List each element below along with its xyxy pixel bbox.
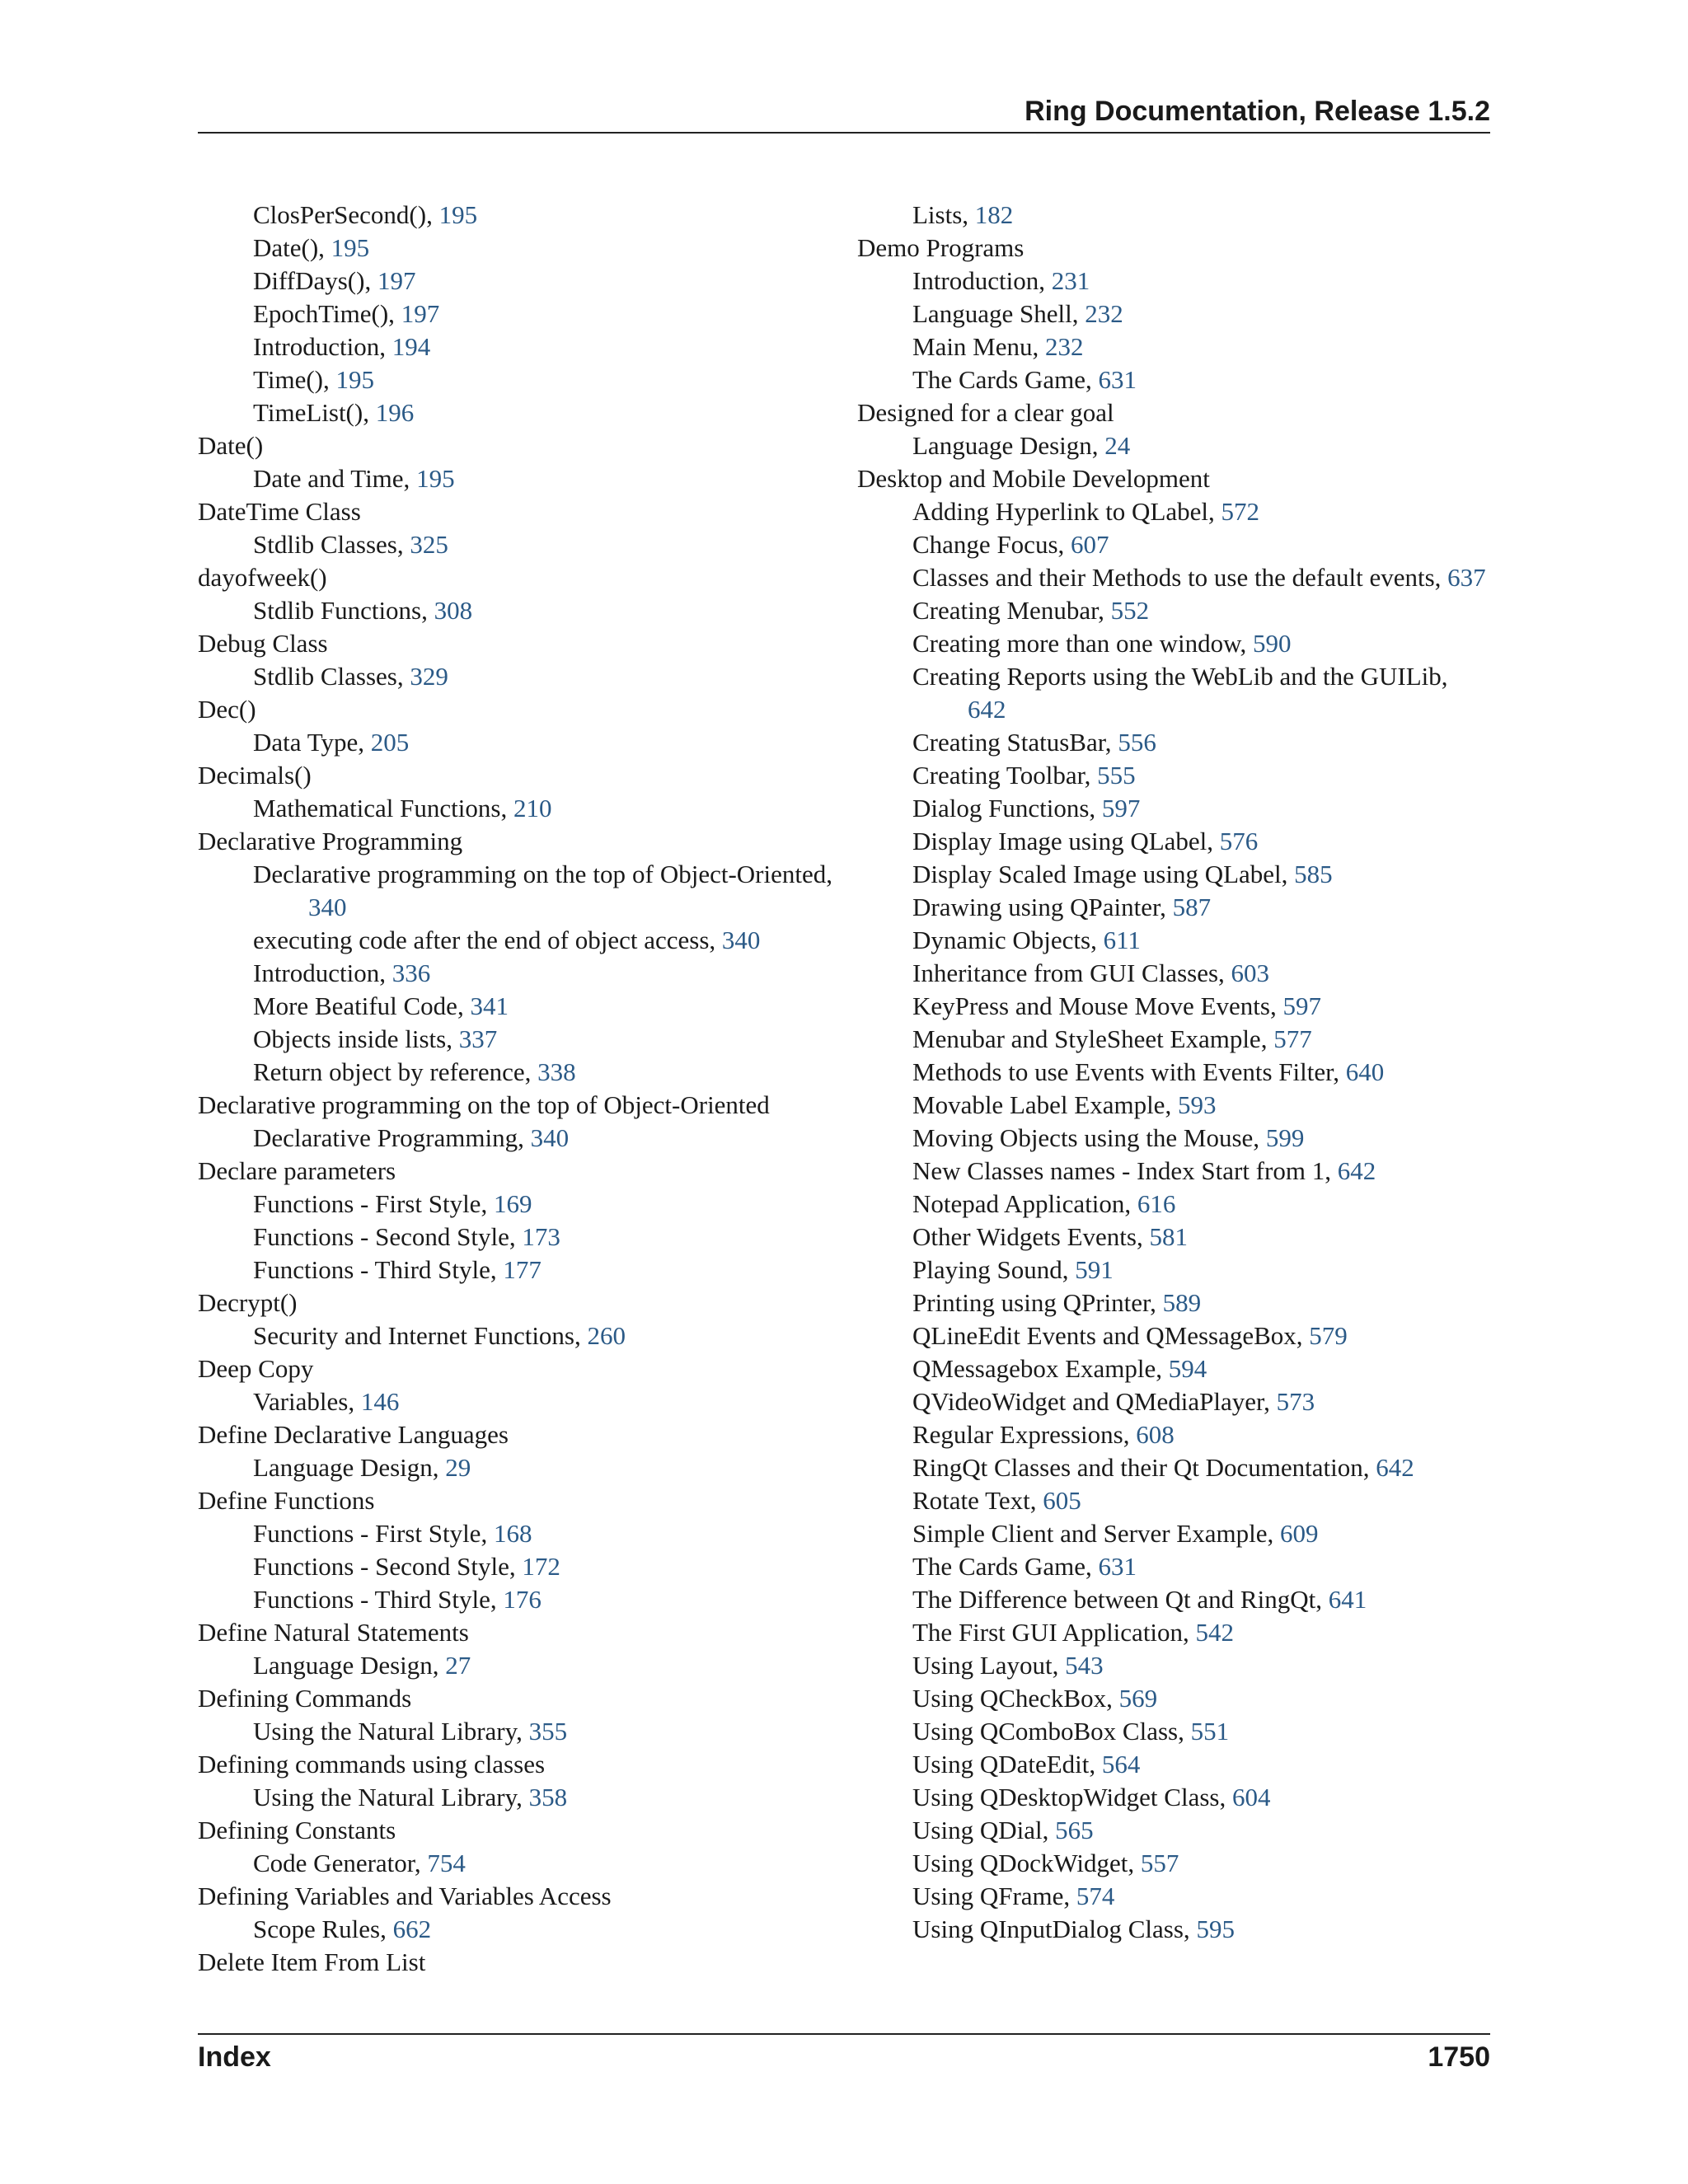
page-reference-link[interactable]: 576: [1219, 827, 1259, 855]
index-subentry: [857, 1385, 1490, 1418]
index-subentry: [857, 1286, 1490, 1319]
page-reference-link[interactable]: 605: [1043, 1486, 1081, 1515]
index-term: Defining Variables and Variables Access: [198, 1882, 612, 1910]
index-subentry-label: Declarative programming on the top of Object-Oriented,: [253, 860, 832, 888]
index-subentry-label: Creating Toolbar,: [912, 761, 1098, 790]
page-reference-link[interactable]: 336: [392, 958, 431, 987]
page-reference-link[interactable]: 608: [1136, 1420, 1175, 1449]
page-reference-link[interactable]: 662: [392, 1915, 432, 1943]
page-reference-link[interactable]: 205: [370, 728, 410, 757]
page-reference-link[interactable]: 197: [377, 266, 416, 295]
page-reference-link[interactable]: 641: [1328, 1585, 1367, 1614]
index-subentry: [857, 1814, 1490, 1847]
page-reference-link[interactable]: 631: [1098, 365, 1137, 394]
index-subentry-label: Stdlib Classes,: [253, 662, 410, 691]
index-subentry: [198, 1847, 832, 1880]
index-subentry-label: Change Focus,: [912, 530, 1071, 559]
index-subentry-label: Inheritance from GUI Classes,: [912, 958, 1231, 987]
page-reference-link[interactable]: 168: [493, 1519, 532, 1548]
page-reference-link[interactable]: 597: [1282, 991, 1321, 1020]
page-header: [198, 91, 1490, 134]
index-term: Designed for a clear goal: [857, 398, 1114, 427]
page-reference-link[interactable]: 24: [1104, 431, 1131, 460]
index-subentry: [857, 792, 1490, 825]
page-reference-link[interactable]: 589: [1162, 1288, 1202, 1317]
index-subentry: [198, 363, 832, 396]
page-reference-link[interactable]: 593: [1177, 1090, 1217, 1119]
index-subentry-label: Other Widgets Events,: [912, 1222, 1150, 1251]
index-subentry: [198, 1583, 832, 1616]
index-subentry-label: Stdlib Functions,: [253, 596, 434, 625]
page-reference-link[interactable]: 565: [1055, 1816, 1094, 1844]
index-subentry: [198, 199, 832, 232]
index-subentry-label: Functions - Second Style,: [253, 1552, 523, 1581]
index-subentry-label: Using the Natural Library,: [253, 1717, 529, 1746]
index-subentry-label: RingQt Classes and their Qt Documentation,: [912, 1453, 1376, 1482]
index-term: DateTime Class: [198, 497, 361, 526]
page-reference-link[interactable]: 177: [503, 1255, 542, 1284]
index-subentry: [857, 330, 1490, 363]
document-title: Ring Documentation, Release 1.5.2: [1025, 96, 1490, 127]
index-subentry-label: New Classes names - Index Start from 1,: [912, 1156, 1338, 1185]
index-subentry: [857, 1418, 1490, 1451]
index-term: Declarative programming on the top of Object-Oriented: [198, 1090, 770, 1119]
index-subentry: [857, 1188, 1490, 1221]
index-subentry: [857, 1254, 1490, 1286]
page-reference-link[interactable]: 210: [513, 794, 552, 823]
index-subentry-label: DiffDays(),: [253, 266, 377, 295]
index-subentry-label: EpochTime(),: [253, 299, 401, 328]
index-subentry: [857, 1781, 1490, 1814]
page-reference-link[interactable]: 572: [1221, 497, 1260, 526]
page-reference-link[interactable]: 182: [974, 200, 1014, 229]
index-subentry: [857, 1583, 1490, 1616]
index-subentry-label: Main Menu,: [912, 332, 1046, 361]
page-reference-link[interactable]: 573: [1276, 1387, 1315, 1416]
index-subentry: [198, 232, 832, 265]
index-term: Define Natural Statements: [198, 1618, 469, 1647]
index-subentry: [198, 265, 832, 298]
index-subentry: [857, 957, 1490, 990]
index-subentry-label: Creating StatusBar,: [912, 728, 1118, 757]
index-subentry-label: Notepad Application,: [912, 1189, 1137, 1218]
index-subentry: [857, 1023, 1490, 1056]
index-subentry-label: More Beatiful Code,: [253, 991, 471, 1020]
page-reference-link[interactable]: 631: [1098, 1552, 1137, 1581]
footer-section-name: Index: [198, 2041, 271, 2073]
index-subentry-label: Functions - Third Style,: [253, 1585, 504, 1614]
index-subentry: [198, 1385, 832, 1418]
page-reference-link[interactable]: 591: [1075, 1255, 1114, 1284]
index-subentry: [198, 1781, 832, 1814]
page-reference-link[interactable]: 340: [721, 926, 761, 954]
index-subentry: [857, 1880, 1490, 1913]
index-subentry-label: Scope Rules,: [253, 1915, 393, 1943]
page-reference-link[interactable]: 579: [1309, 1321, 1348, 1350]
index-subentry-label: Moving Objects using the Mouse,: [912, 1123, 1266, 1152]
page-reference-link[interactable]: 642: [1376, 1453, 1414, 1482]
index-term: Date(): [198, 431, 264, 460]
index-subentry-label: Functions - First Style,: [253, 1189, 494, 1218]
page-reference-link[interactable]: 607: [1071, 530, 1109, 559]
index-subentry-label: Language Design,: [253, 1453, 446, 1482]
index-subentry: [198, 957, 832, 990]
index-subentry-label: Display Scaled Image using QLabel,: [912, 860, 1295, 888]
page-reference-link[interactable]: 358: [528, 1783, 568, 1811]
index-term: Declare parameters: [198, 1156, 396, 1185]
page-reference-link[interactable]: 640: [1345, 1057, 1385, 1086]
page-reference-link[interactable]: 194: [392, 332, 431, 361]
index-subentry-label: QMessagebox Example,: [912, 1354, 1169, 1383]
index-column-left: [198, 199, 832, 1979]
index-subentry: [198, 594, 832, 627]
page-reference-link[interactable]: 195: [416, 464, 455, 493]
index-subentry: [857, 1550, 1490, 1583]
index-subentry-label: Printing using QPrinter,: [912, 1288, 1163, 1317]
index-subentry: [198, 1188, 832, 1221]
index-subentry: [198, 1023, 832, 1056]
index-subentry-label: Playing Sound,: [912, 1255, 1076, 1284]
index-subentry: [198, 660, 832, 693]
page-reference-link[interactable]: 355: [528, 1717, 568, 1746]
index-term: Defining Constants: [198, 1816, 396, 1844]
index-subentry: [857, 660, 1490, 726]
index-subentry: [857, 1484, 1490, 1517]
index-subentry-label: Using QFrame,: [912, 1882, 1076, 1910]
index-subentry-label: Data Type,: [253, 728, 371, 757]
page-reference-link[interactable]: 308: [434, 596, 473, 625]
index-subentry-label: Return object by reference,: [253, 1057, 538, 1086]
index-subentry: [857, 1517, 1490, 1550]
page-reference-link[interactable]: 604: [1231, 1783, 1271, 1811]
page-reference-link[interactable]: 603: [1231, 958, 1270, 987]
index-subentry-label: ClosPerSecond(),: [253, 200, 439, 229]
index-subentry: [857, 1155, 1490, 1188]
index-subentry-label: Stdlib Classes,: [253, 530, 410, 559]
page-reference-link[interactable]: 551: [1190, 1717, 1230, 1746]
index-subentry-label: Using QComboBox Class,: [912, 1717, 1191, 1746]
page-reference-link[interactable]: 552: [1110, 596, 1150, 625]
page-reference-link[interactable]: 340: [530, 1123, 570, 1152]
page-reference-link[interactable]: 577: [1273, 1024, 1312, 1053]
page-reference-link[interactable]: 337: [458, 1024, 498, 1053]
index-subentry-label: Functions - Second Style,: [253, 1222, 523, 1251]
index-subentry: [857, 561, 1490, 594]
index-subentry-label: Language Design,: [253, 1651, 446, 1680]
page-reference-link[interactable]: 29: [445, 1453, 471, 1482]
index-subentry: [198, 298, 832, 330]
index-subentry-label: Display Image using QLabel,: [912, 827, 1220, 855]
index-subentry: [857, 495, 1490, 528]
page-reference-link[interactable]: 169: [493, 1189, 532, 1218]
page-reference-link[interactable]: 341: [470, 991, 509, 1020]
index-subentry: [198, 858, 832, 924]
page-reference-link[interactable]: 543: [1065, 1651, 1104, 1680]
index-subentry-label: Declarative Programming,: [253, 1123, 531, 1152]
page-reference-link[interactable]: 197: [401, 299, 440, 328]
index-subentry: [857, 924, 1490, 957]
index-subentry-label: Using QDial,: [912, 1816, 1056, 1844]
index-subentry: [198, 528, 832, 561]
index-subentry-label: KeyPress and Mouse Move Events,: [912, 991, 1283, 1020]
page-reference-link[interactable]: 574: [1076, 1882, 1115, 1910]
index-term: Deep Copy: [198, 1354, 314, 1383]
page-footer: [198, 2033, 1490, 2084]
index-subentry-label: Using QDateEdit,: [912, 1750, 1102, 1779]
index-subentry: [857, 298, 1490, 330]
index-subentry: [857, 891, 1490, 924]
index-subentry-label: Using Layout,: [912, 1651, 1066, 1680]
index-subentry: [198, 990, 832, 1023]
index-subentry-label: The Cards Game,: [912, 1552, 1099, 1581]
page-reference-link[interactable]: 569: [1118, 1684, 1158, 1713]
index-term: Define Declarative Languages: [198, 1420, 509, 1449]
index-subentry-label: Simple Client and Server Example,: [912, 1519, 1280, 1548]
index-subentry-label: Using QDesktopWidget Class,: [912, 1783, 1232, 1811]
page-reference-link[interactable]: 146: [360, 1387, 400, 1416]
page-reference-link[interactable]: 590: [1252, 629, 1292, 658]
index-subentry-label: Introduction,: [912, 266, 1052, 295]
page-reference-link[interactable]: 195: [438, 200, 478, 229]
index-subentry: [198, 1649, 832, 1682]
page-reference-link[interactable]: 260: [587, 1321, 626, 1350]
page-reference-link[interactable]: 637: [1447, 563, 1486, 592]
index-subentry-label: Language Shell,: [912, 299, 1085, 328]
index-subentry-label: The First GUI Application,: [912, 1618, 1196, 1647]
index-subentry-label: Objects inside lists,: [253, 1024, 459, 1053]
index-subentry: [857, 429, 1490, 462]
page-reference-link[interactable]: 338: [537, 1057, 576, 1086]
page-reference-link[interactable]: 594: [1168, 1354, 1207, 1383]
index-term: Demo Programs: [857, 233, 1025, 262]
index-subentry: [857, 1682, 1490, 1715]
page-reference-link[interactable]: 195: [335, 365, 374, 394]
page-reference-link[interactable]: 564: [1101, 1750, 1141, 1779]
index-subentry: [857, 363, 1490, 396]
index-term: Decimals(): [198, 761, 312, 790]
index-subentry: [857, 528, 1490, 561]
index-subentry: [857, 1451, 1490, 1484]
index-subentry: [198, 1451, 832, 1484]
index-subentry: [857, 1616, 1490, 1649]
page-reference-link[interactable]: 231: [1051, 266, 1090, 295]
index-subentry-label: Time(),: [253, 365, 336, 394]
page-reference-link[interactable]: 609: [1279, 1519, 1319, 1548]
index-subentry-label: Functions - First Style,: [253, 1519, 494, 1548]
page-reference-link[interactable]: 754: [427, 1849, 466, 1877]
index-subentry-label: Creating Reports using the WebLib and the GUILib,: [912, 662, 1448, 691]
index-subentry: [857, 1056, 1490, 1089]
page-reference-link[interactable]: 585: [1294, 860, 1333, 888]
page-reference-link[interactable]: 642: [1337, 1156, 1376, 1185]
index-column-right: [857, 199, 1490, 1946]
index-subentry: [198, 924, 832, 957]
index-subentry-label: Language Design,: [912, 431, 1105, 460]
index-subentry: [198, 396, 832, 429]
index-subentry-label: The Cards Game,: [912, 365, 1099, 394]
index-subentry: [857, 858, 1490, 891]
page-reference-link[interactable]: 196: [375, 398, 415, 427]
index-subentry-label: QLineEdit Events and QMessageBox,: [912, 1321, 1310, 1350]
index-subentry: [857, 627, 1490, 660]
page-number: 1750: [1428, 2041, 1490, 2073]
index-subentry-label: Date and Time,: [253, 464, 417, 493]
page-reference-link[interactable]: 329: [410, 662, 448, 691]
page-reference-link[interactable]: 232: [1085, 299, 1123, 328]
index-subentry: [198, 1254, 832, 1286]
index-subentry-label: Mathematical Functions,: [253, 794, 513, 823]
index-subentry-label: Dialog Functions,: [912, 794, 1102, 823]
index-subentry: [198, 792, 832, 825]
index-subentry-label: Date(),: [253, 233, 331, 262]
index-subentry-label: Classes and their Methods to use the default events,: [912, 563, 1448, 592]
index-subentry-label: Introduction,: [253, 958, 392, 987]
index-subentry-label: Using the Natural Library,: [253, 1783, 529, 1811]
index-subentry: [198, 726, 832, 759]
index-subentry-label: Lists,: [912, 200, 975, 229]
index-subentry: [857, 1748, 1490, 1781]
index-subentry: [857, 1649, 1490, 1682]
index-subentry-label: Dynamic Objects,: [912, 926, 1104, 954]
index-term: dayofweek(): [198, 563, 327, 592]
page-reference-link[interactable]: 195: [331, 233, 370, 262]
index-subentry-label: Using QInputDialog Class,: [912, 1915, 1197, 1943]
index-subentry-label: Using QDockWidget,: [912, 1849, 1141, 1877]
page-reference-link[interactable]: 587: [1172, 893, 1212, 921]
page-reference-link[interactable]: 595: [1196, 1915, 1235, 1943]
index-subentry: [857, 759, 1490, 792]
index-subentry: [857, 265, 1490, 298]
index-subentry: [198, 1715, 832, 1748]
index-subentry: [857, 825, 1490, 858]
index-subentry: [857, 199, 1490, 232]
index-subentry-label: Using QCheckBox,: [912, 1684, 1119, 1713]
index-term: Define Functions: [198, 1486, 375, 1515]
index-subentry: [198, 462, 832, 495]
index-subentry: [198, 1319, 832, 1352]
page-reference-link[interactable]: 542: [1195, 1618, 1235, 1647]
index-subentry-label: Movable Label Example,: [912, 1090, 1178, 1119]
index-subentry-label: QVideoWidget and QMediaPlayer,: [912, 1387, 1277, 1416]
index-subentry-label: Functions - Third Style,: [253, 1255, 504, 1284]
page-reference-link[interactable]: 557: [1140, 1849, 1179, 1877]
index-subentry-label: Drawing using QPainter,: [912, 893, 1173, 921]
page-reference-link[interactable]: 611: [1103, 926, 1141, 954]
index-subentry: [198, 1221, 832, 1254]
page-reference-link[interactable]: 599: [1265, 1123, 1305, 1152]
index-subentry: [857, 1089, 1490, 1122]
index-subentry-label: Menubar and StyleSheet Example,: [912, 1024, 1274, 1053]
index-subentry: [857, 1352, 1490, 1385]
index-subentry: [857, 594, 1490, 627]
index-subentry-label: Methods to use Events with Events Filter,: [912, 1057, 1346, 1086]
index-subentry: [857, 1715, 1490, 1748]
index-subentry-label: Introduction,: [253, 332, 392, 361]
index-term: Defining Commands: [198, 1684, 412, 1713]
index-subentry: [198, 330, 832, 363]
index-subentry: [198, 1056, 832, 1089]
index-subentry-label: Creating more than one window,: [912, 629, 1253, 658]
index-subentry-label: Code Generator,: [253, 1849, 428, 1877]
index-term: Dec(): [198, 695, 256, 724]
page-reference-link[interactable]: 616: [1137, 1189, 1176, 1218]
index-subentry-label: Security and Internet Functions,: [253, 1321, 588, 1350]
page-reference-link[interactable]: 581: [1149, 1222, 1188, 1251]
index-subentry: [857, 1319, 1490, 1352]
page-reference-link[interactable]: 597: [1101, 794, 1141, 823]
index-subentry-label: The Difference between Qt and RingQt,: [912, 1585, 1329, 1614]
index-subentry-label: executing code after the end of object access,: [253, 926, 722, 954]
index-subentry-label: Adding Hyperlink to QLabel,: [912, 497, 1221, 526]
index-subentry: [198, 1913, 832, 1946]
index-subentry-label: Creating Menubar,: [912, 596, 1111, 625]
index-subentry: [857, 1847, 1490, 1880]
index-subentry-label: TimeList(),: [253, 398, 376, 427]
index-subentry: [198, 1517, 832, 1550]
index-subentry-label: Variables,: [253, 1387, 361, 1416]
index-term: Decrypt(): [198, 1288, 298, 1317]
index-subentry: [198, 1550, 832, 1583]
index-term: Declarative Programming: [198, 827, 463, 855]
index-term: Debug Class: [198, 629, 328, 658]
page-reference-link[interactable]: 172: [522, 1552, 560, 1581]
index-subentry: [857, 990, 1490, 1023]
index-subentry: [198, 1122, 832, 1155]
page-reference-link[interactable]: 232: [1045, 332, 1084, 361]
index-subentry: [857, 1913, 1490, 1946]
page-reference-link[interactable]: 173: [522, 1222, 560, 1251]
index-subentry: [857, 1221, 1490, 1254]
page-reference-link[interactable]: 27: [445, 1651, 471, 1680]
page-reference-link[interactable]: 176: [503, 1585, 542, 1614]
index-term: Desktop and Mobile Development: [857, 464, 1210, 493]
index-subentry: [857, 1122, 1490, 1155]
page-reference-link[interactable]: 340: [308, 893, 347, 921]
index-subentry-label: Rotate Text,: [912, 1486, 1043, 1515]
index-term: Defining commands using classes: [198, 1750, 546, 1779]
index-subentry: [857, 726, 1490, 759]
index-subentry-label: Regular Expressions,: [912, 1420, 1137, 1449]
page-reference-link[interactable]: 642: [968, 695, 1006, 724]
index-term: Delete Item From List: [198, 1947, 426, 1976]
page-reference-link[interactable]: 325: [410, 530, 448, 559]
page-reference-link[interactable]: 556: [1118, 728, 1156, 757]
page-reference-link[interactable]: 555: [1097, 761, 1136, 790]
